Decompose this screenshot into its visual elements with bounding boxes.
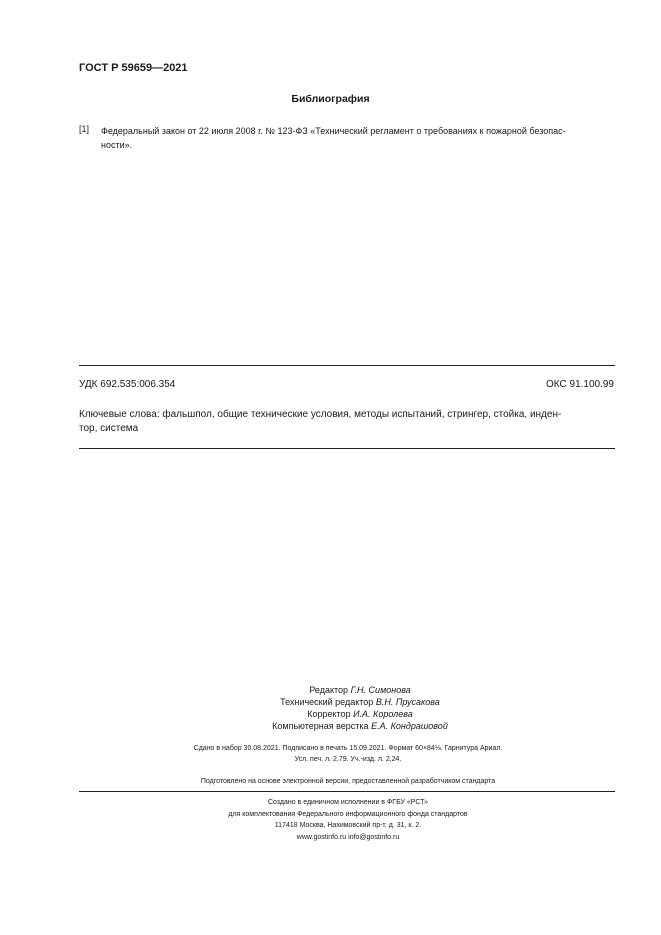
udk-code: УДК 692.535:006.354 — [79, 379, 176, 390]
divider — [79, 791, 615, 792]
publisher-info — [80, 797, 616, 843]
corrector-line — [210, 708, 510, 720]
editor-label: Редактор — [309, 685, 349, 695]
corrector-name: И.А. Королева — [353, 709, 413, 719]
tech-editor-name: В.Н. Прусакова — [375, 697, 440, 707]
bibliography-title: Библиография — [291, 93, 370, 105]
print-details — [80, 743, 616, 765]
publisher-address: 117418 Москва, Нахимовский пр-т, д. 31, к. 2. — [274, 822, 422, 829]
divider — [79, 448, 615, 449]
bibliography-item-number: [1] — [79, 124, 90, 134]
corrector-label: Корректор — [307, 709, 351, 719]
credits — [210, 684, 510, 732]
oks-code: ОКС 91.100.99 — [546, 379, 614, 390]
tech-editor-label: Технический редактор — [280, 697, 374, 707]
standard-number: ГОСТ Р 59659—2021 — [79, 62, 188, 74]
print-details-line: Усл. печ. л. 2,79. Уч.-изд. л. 2,24. — [294, 756, 402, 763]
print-details-line: Сдано в набор 30.08.2021. Подписано в печать 15.09.2021. Формат 60×84⅛. Гарнитура Ариал. — [193, 745, 503, 752]
layout-name: Е.А. Кондрашовой — [371, 721, 448, 731]
divider — [79, 365, 615, 366]
prepared-note: Подготовлено на основе электронной версии, предоставленной разработчиком стандарта — [200, 778, 496, 785]
bibliography-item-text — [101, 124, 617, 152]
tech-editor-line — [210, 696, 510, 708]
bibliography-item-line: Федеральный закон от 22 июля 2008 г. № 123-ФЗ «Технический регламент о требованиях к пожарной безопас- — [101, 126, 566, 136]
keywords — [79, 408, 615, 436]
keywords-line: тор, система — [79, 423, 139, 434]
editor-name: Г.Н. Симонова — [350, 685, 411, 695]
publisher-line: Создано в единичном исполнении в ФГБУ «РСТ» — [267, 799, 429, 806]
layout-label: Компьютерная верстка — [272, 721, 369, 731]
bibliography-item-line: ности». — [101, 140, 133, 150]
layout-line — [210, 720, 510, 732]
editor-line — [210, 684, 510, 696]
keywords-line: Ключевые слова: фальшпол, общие технические условия, методы испытаний, стрингер, стойка, инден- — [79, 409, 562, 420]
publisher-contacts: www.gostinfo.ru info@gostinfo.ru — [296, 833, 400, 841]
publisher-line: для комплектования Федерального информационного фонда стандартов — [228, 810, 468, 818]
